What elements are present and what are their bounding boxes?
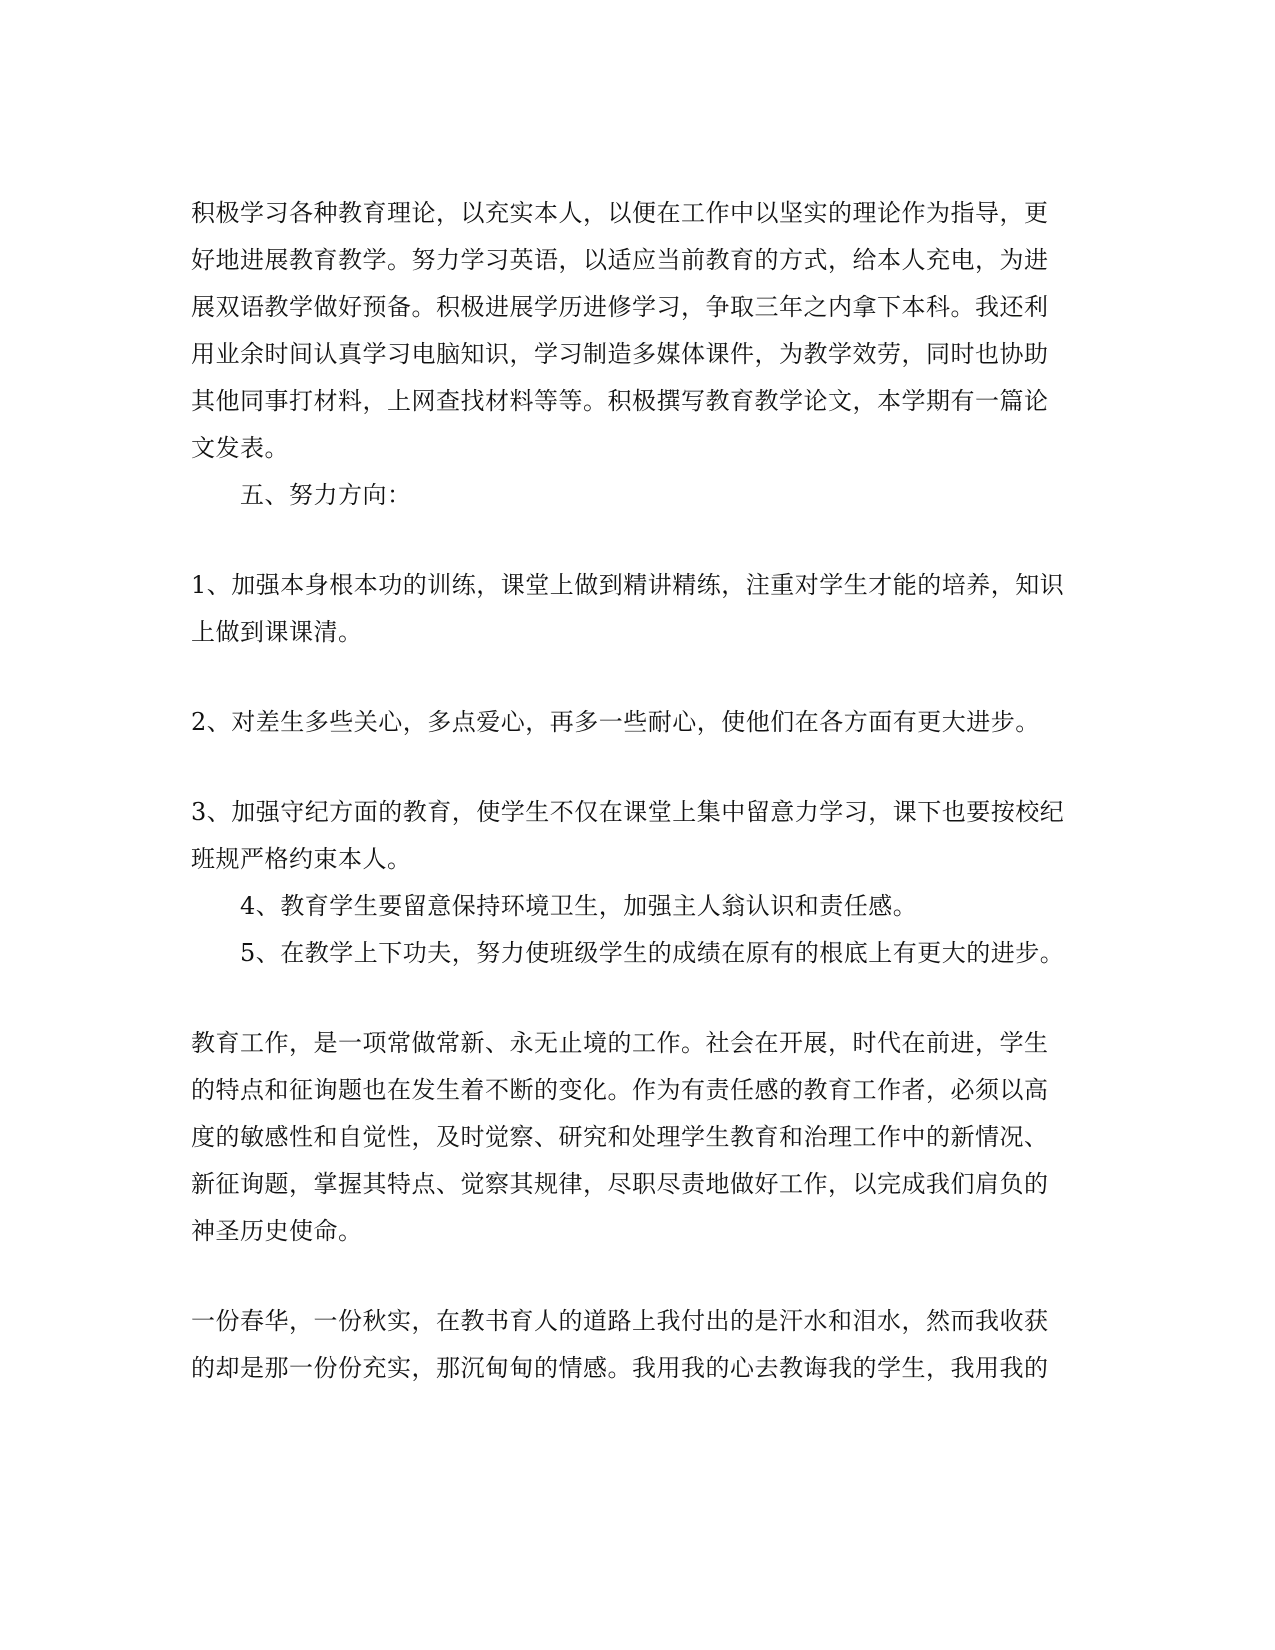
paragraph-line: 用业余时间认真学习电脑知识，学习制造多媒体课件，为教学效劳，同时也协助: [191, 340, 1049, 368]
list-item: 1、加强本身根本功的训练，课堂上做到精讲精练，注重对学生才能的培养，知识: [191, 571, 1065, 599]
section-heading: 五、努力方向：: [240, 481, 412, 509]
paragraph-line: 文发表。: [191, 434, 289, 462]
paragraph-line: 的却是那一份份充实，那沉甸甸的情感。我用我的心去教诲我的学生，我用我的: [191, 1354, 1049, 1382]
paragraph-line: 一份春华，一份秋实，在教书育人的道路上我付出的是汗水和泪水，然而我收获: [191, 1307, 1049, 1335]
list-item: 4、教育学生要留意保持环境卫生，加强主人翁认识和责任感。: [240, 892, 918, 920]
list-item-continuation: 班规严格约束本人。: [191, 845, 412, 873]
list-item: 5、在教学上下功夫，努力使班级学生的成绩在原有的根底上有更大的进步。: [240, 939, 1065, 967]
paragraph-line: 展双语教学做好预备。积极进展学历进修学习，争取三年之内拿下本科。我还利: [191, 293, 1049, 321]
list-item-continuation: 上做到课课清。: [191, 618, 363, 646]
paragraph-line: 其他同事打材料，上网查找材料等等。积极撰写教育教学论文，本学期有一篇论: [191, 387, 1049, 415]
paragraph-line: 度的敏感性和自觉性，及时觉察、研究和处理学生教育和治理工作中的新情况、: [191, 1123, 1049, 1151]
paragraph-line: 积极学习各种教育理论，以充实本人，以便在工作中以坚实的理论作为指导，更: [191, 199, 1049, 227]
list-item: 3、加强守纪方面的教育，使学生不仅在课堂上集中留意力学习，课下也要按校纪: [191, 798, 1065, 826]
list-item: 2、对差生多些关心，多点爱心，再多一些耐心，使他们在各方面有更大进步。: [191, 708, 1040, 736]
paragraph-line: 新征询题，掌握其特点、觉察其规律，尽职尽责地做好工作，以完成我们肩负的: [191, 1170, 1049, 1198]
paragraph-line: 的特点和征询题也在发生着不断的变化。作为有责任感的教育工作者，必须以高: [191, 1076, 1049, 1104]
paragraph-line: 神圣历史使命。: [191, 1217, 363, 1245]
paragraph-line: 教育工作，是一项常做常新、永无止境的工作。社会在开展，时代在前进，学生: [191, 1029, 1049, 1057]
paragraph-line: 好地进展教育教学。努力学习英语，以适应当前教育的方式，给本人充电，为进: [191, 246, 1049, 274]
